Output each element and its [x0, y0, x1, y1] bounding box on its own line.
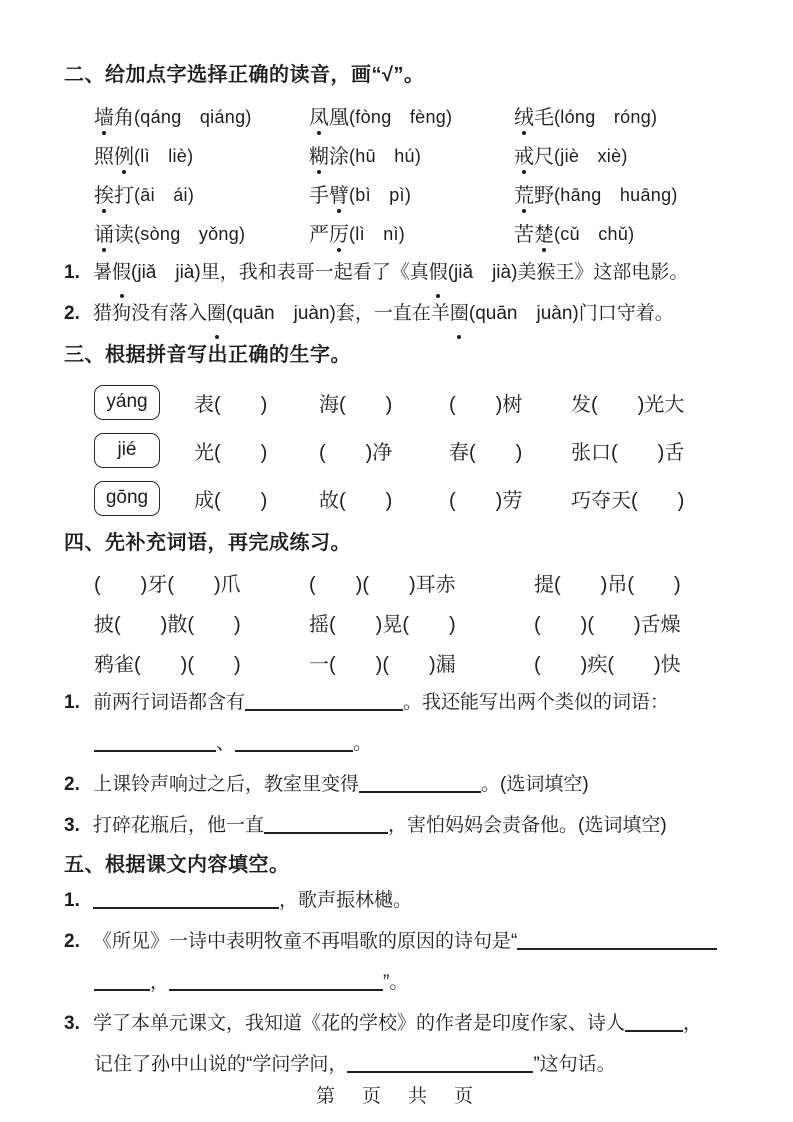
idiom-item: 提( )吊( ) [534, 573, 681, 596]
question-line [64, 764, 755, 805]
word-item [309, 135, 514, 174]
text-run: 学了本单元课文，我知道《花的学校》的作者是印度作家、诗人 [93, 1013, 626, 1034]
text-run: ”。 [383, 972, 409, 993]
blank-line [347, 1052, 533, 1073]
blank-line [169, 970, 383, 991]
pinyin-box: jié [94, 433, 160, 468]
question-number: 3. [64, 815, 80, 836]
text-run: 。我还能写出两个类似的词语： [403, 692, 670, 713]
hanzi-blank-item: 巧夺天( ) [571, 489, 685, 512]
pinyin-box: yáng [94, 385, 160, 420]
word-char: 毛 [534, 107, 554, 129]
question-number: 1. [64, 262, 80, 283]
dotted-char: 圈 [207, 293, 226, 334]
idiom-item: 一( )( )漏 [309, 653, 456, 676]
word-char: 读 [114, 224, 134, 246]
pinyin-write-row [64, 474, 755, 522]
word-char: 打 [114, 185, 134, 207]
question-line [64, 805, 755, 846]
text-run: 打碎花瓶后，他一直 [93, 815, 265, 836]
word-item [94, 213, 309, 252]
pinyin-options: (hū hú) [349, 145, 422, 166]
hanzi-blank-item: 光( ) [194, 441, 268, 464]
text-run: ， [150, 972, 170, 993]
question-line-cont [64, 1044, 755, 1085]
dotted-char: 挨 [94, 179, 114, 208]
pinyin-options: (jiè xiè) [554, 145, 628, 166]
text-run: ， [683, 1013, 703, 1034]
pinyin-write-row [64, 378, 755, 426]
section-4-questions [64, 682, 755, 846]
dotted-char: 厉 [329, 218, 349, 247]
word-char: 角 [114, 107, 134, 129]
word-char: 野 [534, 185, 554, 207]
pinyin-options: (lì nì) [349, 223, 406, 244]
text-run: 暑 [93, 262, 113, 283]
pinyin-options: (fòng fèng) [349, 106, 453, 127]
word-item [94, 135, 309, 174]
question-line-cont [64, 962, 755, 1003]
page-footer: 第 页 共 页 [315, 1086, 477, 1107]
blank-line [235, 731, 353, 752]
text-run: (jiǎ jià)里，我和表哥一起看了《真 [131, 262, 429, 283]
blank-line [517, 929, 717, 950]
pinyin-options: (qáng qiáng) [134, 106, 252, 127]
word-item [309, 174, 514, 213]
dotted-char: 臂 [329, 179, 349, 208]
hanzi-blank-item: 春( ) [449, 441, 523, 464]
pinyin-write-row [64, 426, 755, 474]
idiom-item: 摇( )晃( ) [309, 613, 456, 636]
word-char: 尺 [534, 146, 554, 168]
pinyin-write-rows [64, 378, 755, 522]
text-run: (jiǎ jià)美猴王》这部电影。 [447, 262, 689, 283]
word-char: 涂 [329, 146, 349, 168]
dotted-char: 圈 [450, 293, 469, 334]
section-5-questions [64, 880, 755, 1085]
hanzi-blank-item: ( )劳 [449, 489, 523, 512]
question-number: 3. [64, 1013, 80, 1034]
text-run: 上课铃声响过之后，教室里变得 [93, 774, 360, 795]
dotted-char: 凤 [309, 101, 329, 130]
question-number: 1. [64, 890, 80, 911]
text-run: ，害怕妈妈会责备他。(选词填空) [388, 815, 667, 836]
text-run: 猎狗没有落入 [93, 303, 208, 324]
word-item [514, 96, 755, 135]
text-run: 《所见》一诗中表明牧童不再唱歌的原因的诗句是“ [93, 931, 518, 952]
question-number: 2. [64, 931, 80, 952]
word-item [309, 96, 514, 135]
idiom-item: ( )( )舌燥 [534, 613, 681, 636]
pinyin-options: (sòng yǒng) [134, 223, 246, 244]
text-run: 。 [353, 733, 373, 754]
text-run: (quān juàn)门口守着。 [468, 303, 674, 324]
question-line [64, 921, 755, 962]
text-run: 、 [216, 733, 236, 754]
blank-line [93, 888, 279, 909]
dotted-char: 糊 [309, 140, 329, 169]
word-item [94, 96, 309, 135]
question-line [64, 1003, 755, 1044]
dotted-char: 墙 [94, 101, 114, 130]
pinyin-choice-grid [64, 96, 755, 252]
idiom-item: ( )( )耳赤 [309, 573, 456, 596]
dotted-char: 诵 [94, 218, 114, 247]
dotted-char: 荒 [514, 179, 534, 208]
word-item [309, 213, 514, 252]
word-completion-grid [64, 562, 755, 682]
word-char: 苦 [514, 224, 534, 246]
hanzi-blank-item: 表( ) [194, 393, 268, 416]
word-item [514, 213, 755, 252]
question-line [64, 682, 755, 723]
word-item [94, 174, 309, 213]
pinyin-options: (lóng róng) [554, 106, 658, 127]
pinyin-box: gōng [94, 481, 160, 516]
hanzi-blank-item: 海( ) [319, 393, 393, 416]
text-run: 记住了孙中山说的“学问学问， [94, 1054, 348, 1075]
text-run: 前两行词语都含有 [93, 692, 246, 713]
idiom-item: ( )疾( )快 [534, 653, 681, 676]
text-run: (quān juàn)套，一直在羊 [226, 303, 450, 324]
question-number: 2. [64, 303, 80, 324]
question-line [64, 880, 755, 921]
dotted-char: 戒 [514, 140, 534, 169]
dotted-char: 假 [112, 252, 131, 293]
blank-line [359, 772, 481, 793]
hanzi-blank-item: ( )树 [449, 393, 523, 416]
pinyin-options: (lì liè) [134, 145, 194, 166]
section-5-title: 五、根据课文内容填空。 [64, 854, 290, 876]
word-char: 照 [94, 146, 114, 168]
pinyin-options: (cǔ chǔ) [554, 223, 635, 244]
section-4-title: 四、先补充词语，再完成练习。 [64, 532, 351, 554]
dotted-char: 假 [429, 252, 448, 293]
word-char: 严 [309, 224, 329, 246]
question-number: 2. [64, 774, 80, 795]
hanzi-blank-item: 故( ) [319, 489, 393, 512]
blank-line [625, 1011, 683, 1032]
dotted-char: 楚 [534, 218, 554, 247]
blank-line [264, 813, 388, 834]
question-line [64, 293, 755, 334]
dotted-char: 例 [114, 140, 134, 169]
text-run: ，歌声振林樾。 [279, 890, 413, 911]
hanzi-blank-item: ( )净 [319, 441, 393, 464]
pinyin-options: (hāng huāng) [554, 184, 678, 205]
pinyin-options: (bì pì) [349, 184, 412, 205]
question-line [64, 252, 755, 293]
question-line-cont [64, 723, 755, 764]
hanzi-blank-item: 成( ) [194, 489, 268, 512]
hanzi-blank-item: 发( )光大 [571, 393, 685, 416]
blank-line [94, 970, 150, 991]
word-char: 手 [309, 185, 329, 207]
pinyin-options: (āi ái) [134, 184, 195, 205]
text-run: 。(选词填空) [481, 774, 589, 795]
section-2-title: 二、给加点字选择正确的读音，画“√”。 [64, 64, 425, 86]
idiom-item: 鸦雀( )( ) [94, 653, 241, 676]
blank-line [245, 690, 403, 711]
word-item [514, 135, 755, 174]
word-char: 凰 [329, 107, 349, 129]
word-item [514, 174, 755, 213]
idiom-item: ( )牙( )爪 [94, 573, 241, 596]
idiom-item: 披( )散( ) [94, 613, 241, 636]
section-2-sentences [64, 252, 755, 334]
section-3-title: 三、根据拼音写出正确的生字。 [64, 344, 351, 366]
hanzi-blank-item: 张口( )舌 [571, 441, 685, 464]
blank-line [94, 731, 216, 752]
dotted-char: 绒 [514, 101, 534, 130]
text-run: ”这句话。 [533, 1054, 616, 1075]
question-number: 1. [64, 692, 80, 713]
